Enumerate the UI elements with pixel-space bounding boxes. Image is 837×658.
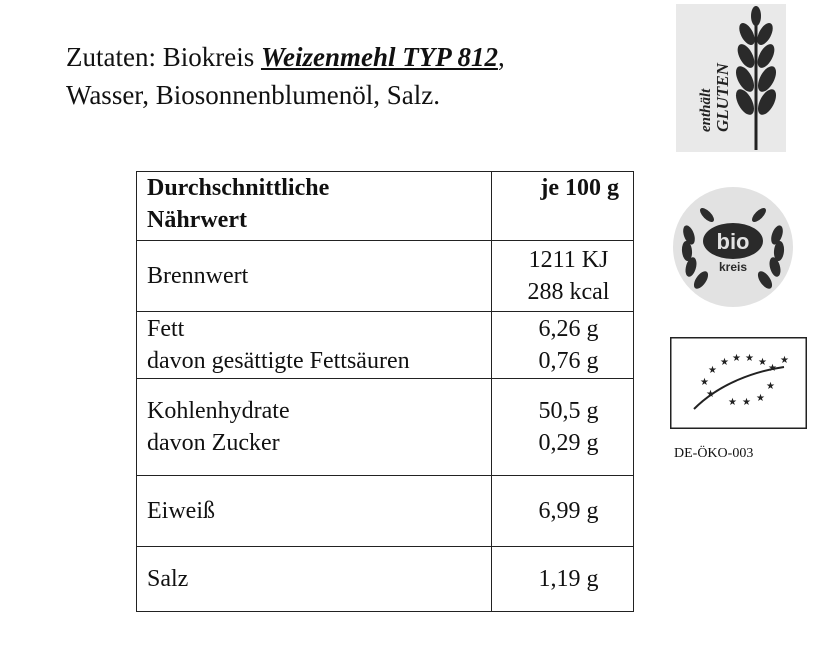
svg-text:★: ★ (756, 393, 765, 404)
row-name: Eiweiß (137, 476, 492, 547)
header-value-cell: je 100 g (492, 172, 634, 241)
header-name-line1: Durchschnittliche (147, 175, 330, 201)
header-name-cell (137, 172, 492, 241)
row-name: Fett (147, 316, 185, 342)
row-value: 1,19 g (492, 547, 634, 612)
ingredients-highlight: Weizenmehl TYP 812 (260, 42, 498, 72)
row-value: 50,5 g (538, 398, 599, 424)
svg-text:★: ★ (706, 389, 715, 400)
svg-text:★: ★ (768, 363, 777, 374)
row-value: 6,26 g (538, 316, 599, 342)
row-sub-name: davon Zucker (147, 430, 280, 456)
row-value-cell (492, 241, 634, 312)
row-name: Brennwert (137, 241, 492, 312)
svg-text:★: ★ (732, 353, 741, 364)
svg-text:★: ★ (708, 365, 717, 376)
svg-text:★: ★ (766, 381, 775, 392)
row-name-cell (137, 379, 492, 476)
row-value: 6,99 g (492, 476, 634, 547)
ingredients-line2: Wasser, Biosonnenblumenöl, Salz. (66, 80, 440, 110)
biokreis-logo (671, 185, 795, 309)
row-value-cell (492, 379, 634, 476)
gluten-text-gluten: GLUTEN (713, 63, 732, 132)
table-row (137, 476, 634, 547)
svg-text:★: ★ (758, 357, 767, 368)
ingredients-text (66, 38, 636, 114)
gluten-text-enthaelt: enthält (698, 88, 714, 132)
bio-text: bio (716, 229, 750, 254)
table-row (137, 547, 634, 612)
gluten-logo (676, 4, 786, 152)
header-name-line2: Nährwert (147, 207, 247, 233)
eu-organic-leaf-icon (670, 337, 807, 429)
svg-text:★: ★ (720, 357, 729, 368)
row-value: 0,76 g (538, 348, 599, 374)
ingredients-prefix: Zutaten: Biokreis (66, 42, 261, 72)
row-value-cell (492, 312, 634, 379)
row-value: 0,29 g (538, 430, 599, 456)
table-row (137, 379, 634, 476)
svg-text:★: ★ (745, 353, 754, 364)
table-row (137, 312, 634, 379)
wheat-wreath-icon (671, 185, 795, 309)
eu-organic-logo (670, 337, 807, 429)
row-sub-name: davon gesättigte Fettsäuren (147, 348, 410, 374)
eu-organic-code: DE-ÖKO-003 (674, 446, 754, 461)
svg-text:★: ★ (700, 377, 709, 388)
ingredients-suffix: , (497, 42, 505, 72)
svg-text:★: ★ (742, 397, 751, 408)
row-name: Salz (137, 547, 492, 612)
table-header-row (137, 172, 634, 241)
wheat-ear-icon (676, 4, 786, 152)
row-value: 288 kcal (527, 279, 610, 305)
svg-text:★: ★ (780, 355, 789, 366)
kreis-text: kreis (718, 260, 748, 274)
table-row (137, 241, 634, 312)
row-value: 1211 KJ (528, 247, 609, 273)
row-name-cell (137, 312, 492, 379)
svg-text:★: ★ (728, 397, 737, 408)
nutrition-table (136, 171, 634, 612)
row-name: Kohlenhydrate (147, 398, 290, 424)
